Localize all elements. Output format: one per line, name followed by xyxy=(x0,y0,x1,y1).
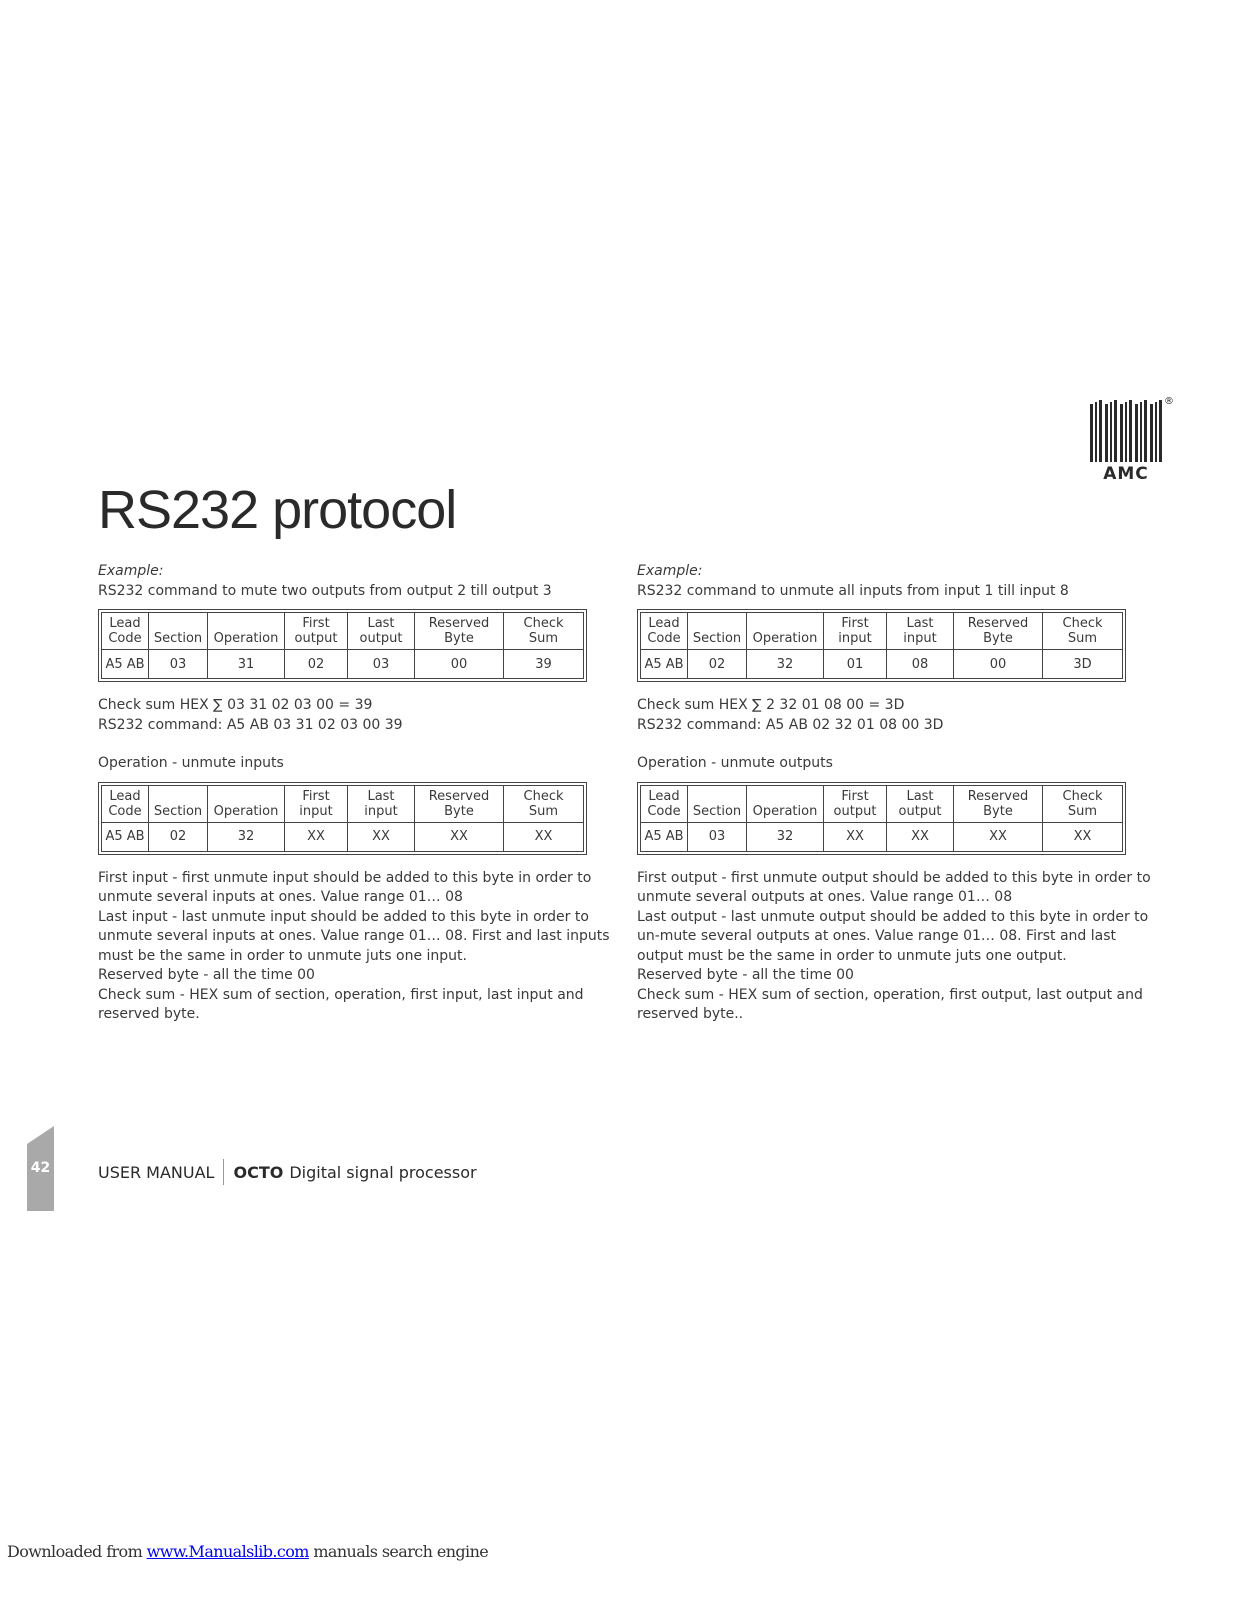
header-cell: Reserved Byte xyxy=(954,613,1043,650)
value-cell: 01 xyxy=(824,650,887,679)
value-cell: 00 xyxy=(415,650,504,679)
header-cell: Reserved Byte xyxy=(954,785,1043,822)
footer-divider xyxy=(223,1159,224,1185)
value-cell: 08 xyxy=(887,650,954,679)
page-number: 42 xyxy=(30,1160,51,1176)
example-table xyxy=(98,609,587,682)
header-cell: Operation xyxy=(208,785,285,822)
table-row xyxy=(102,822,584,851)
value-cell: 32 xyxy=(747,822,824,851)
value-cell: XX xyxy=(1043,822,1123,851)
header-cell: Operation xyxy=(747,785,824,822)
table-header-row xyxy=(102,785,584,822)
note-first: First output - first unmute output should be added to this byte in order to unmute several outputs at ones. Value range 01… 08 xyxy=(637,869,1151,905)
table-row xyxy=(102,650,584,679)
operation-title: Operation - unmute inputs xyxy=(98,755,284,771)
operation-table xyxy=(637,782,1126,855)
header-cell: Last output xyxy=(887,785,954,822)
amc-logo-bars xyxy=(1088,398,1164,464)
value-cell: 03 xyxy=(149,650,208,679)
manualslib-link[interactable]: www.Manualslib.com xyxy=(146,1542,309,1561)
logo-text: AMC xyxy=(1103,464,1149,484)
value-cell: 32 xyxy=(208,822,285,851)
footer xyxy=(98,1159,477,1185)
left-column xyxy=(98,562,618,1025)
value-cell: XX xyxy=(285,822,348,851)
value-cell: A5 AB xyxy=(102,650,149,679)
note-reserved: Reserved byte - all the time 00 xyxy=(637,967,854,983)
checksum-line: Check sum HEX ∑ 03 31 02 03 00 = 39 xyxy=(98,697,373,713)
value-cell: 02 xyxy=(149,822,208,851)
value-cell: 3D xyxy=(1043,650,1123,679)
table-header-row xyxy=(102,613,584,650)
value-cell: A5 AB xyxy=(641,650,688,679)
example-description: RS232 command to mute two outputs from output 2 till output 3 xyxy=(98,582,552,599)
value-cell: A5 AB xyxy=(641,822,688,851)
note-first: First input - first unmute input should be added to this byte in order to unmute several inputs at ones. Value range 01… 08 xyxy=(98,869,592,905)
value-cell: A5 AB xyxy=(102,822,149,851)
note-last: Last input - last unmute input should be added to this byte in order to unmute several inputs at ones. Value range 01… 08. First and last inputs must be the same in order to unmute juts one input. xyxy=(98,908,610,964)
page-title: RS232 protocol xyxy=(98,480,457,540)
header-cell: Operation xyxy=(208,613,285,650)
header-cell: Last output xyxy=(348,613,415,650)
header-cell: Reserved Byte xyxy=(415,613,504,650)
header-cell: Section xyxy=(149,785,208,822)
table-row xyxy=(641,822,1123,851)
value-cell: 02 xyxy=(285,650,348,679)
header-cell: First input xyxy=(285,785,348,822)
note-checksum: Check sum - HEX sum of section, operation, first output, last output and reserved byte.. xyxy=(637,986,1143,1022)
value-cell: 00 xyxy=(954,650,1043,679)
value-cell: 32 xyxy=(747,650,824,679)
header-cell: Section xyxy=(688,613,747,650)
table-header-row xyxy=(641,613,1123,650)
header-cell: Check Sum xyxy=(1043,613,1123,650)
operation-table xyxy=(98,782,587,855)
header-cell: Check Sum xyxy=(504,785,584,822)
value-cell: XX xyxy=(415,822,504,851)
page-number-tab xyxy=(27,1126,54,1211)
value-cell: XX xyxy=(887,822,954,851)
note-checksum: Check sum - HEX sum of section, operation, first input, last input and reserved byte. xyxy=(98,986,584,1022)
header-cell: First input xyxy=(824,613,887,650)
footer-subtitle: Digital signal processor xyxy=(289,1162,477,1182)
example-label: Example: xyxy=(637,563,703,579)
header-cell: Reserved Byte xyxy=(415,785,504,822)
download-line xyxy=(7,1542,488,1561)
checksum-line: Check sum HEX ∑ 2 32 01 08 00 = 3D xyxy=(637,697,905,713)
footer-manual: USER MANUAL xyxy=(98,1162,215,1182)
download-prefix: Downloaded from xyxy=(7,1542,147,1561)
value-cell: 03 xyxy=(688,822,747,851)
header-cell: First output xyxy=(285,613,348,650)
header-cell: First output xyxy=(824,785,887,822)
download-suffix: manuals search engine xyxy=(308,1542,489,1561)
value-cell: 39 xyxy=(504,650,584,679)
header-cell: Check Sum xyxy=(1043,785,1123,822)
value-cell: 31 xyxy=(208,650,285,679)
table-header-row xyxy=(641,785,1123,822)
header-cell: Operation xyxy=(747,613,824,650)
header-cell: Section xyxy=(688,785,747,822)
header-cell: Lead Code xyxy=(641,785,688,822)
command-line: RS232 command: A5 AB 02 32 01 08 00 3D xyxy=(637,716,944,733)
header-cell: Lead Code xyxy=(102,613,149,650)
value-cell: XX xyxy=(824,822,887,851)
value-cell: XX xyxy=(504,822,584,851)
header-cell: Lead Code xyxy=(102,785,149,822)
amc-logo xyxy=(1088,398,1176,488)
note-reserved: Reserved byte - all the time 00 xyxy=(98,967,315,983)
value-cell: 03 xyxy=(348,650,415,679)
command-line: RS232 command: A5 AB 03 31 02 03 00 39 xyxy=(98,716,403,733)
header-cell: Section xyxy=(149,613,208,650)
table-row xyxy=(641,650,1123,679)
value-cell: XX xyxy=(348,822,415,851)
example-description: RS232 command to unmute all inputs from input 1 till input 8 xyxy=(637,582,1069,599)
right-column xyxy=(637,562,1157,1025)
note-last: Last output - last unmute output should be added to this byte in order to un-mute several outputs at ones. Value range 01… 08. First and last output must be the same in order to unmute juts one output. xyxy=(637,908,1149,964)
example-label: Example: xyxy=(98,563,164,579)
header-cell: Last input xyxy=(887,613,954,650)
header-cell: Last input xyxy=(348,785,415,822)
value-cell: XX xyxy=(954,822,1043,851)
value-cell: 02 xyxy=(688,650,747,679)
registered-mark: ® xyxy=(1164,396,1174,407)
operation-title: Operation - unmute outputs xyxy=(637,755,833,771)
header-cell: Check Sum xyxy=(504,613,584,650)
footer-product: OCTO xyxy=(233,1162,284,1182)
example-table xyxy=(637,609,1126,682)
header-cell: Lead Code xyxy=(641,613,688,650)
